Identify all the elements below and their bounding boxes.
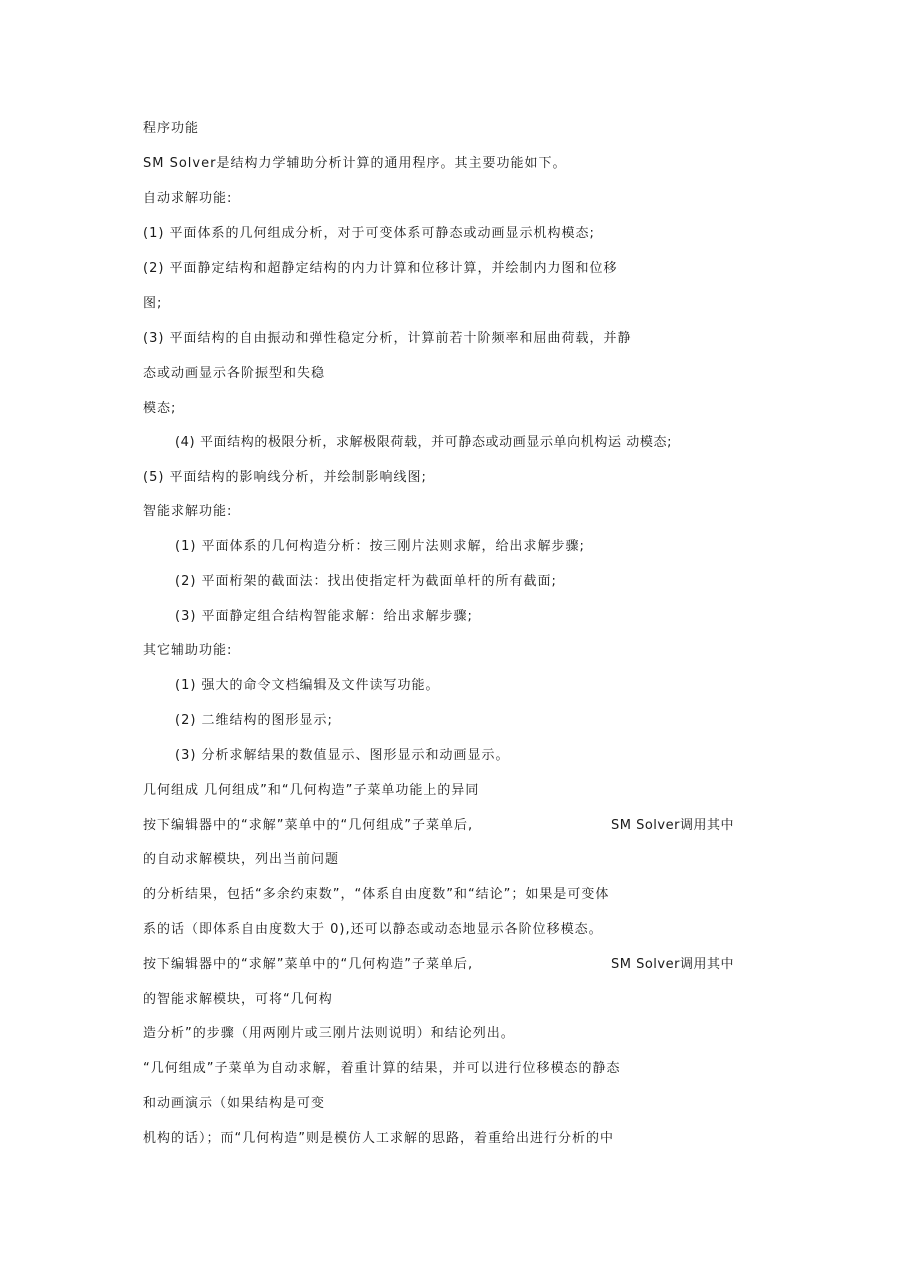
other-item-1: (1) 强大的命令文档编辑及文件读写功能。: [175, 678, 440, 693]
other-heading: 其它辅助功能:: [143, 643, 233, 658]
compare-p1-line-1-left: 按下编辑器中的“求解”菜单中的“几何组成”子菜单后,: [143, 818, 474, 833]
compare-p1-line-1-right: SM Solver调用其中: [611, 818, 734, 833]
auto-item-3-line-1: (3) 平面结构的自由振动和弹性稳定分析，计算前若十阶频率和屈曲荷载，并静: [143, 331, 632, 346]
compare-p2-line-1-right: SM Solver调用其中: [611, 957, 734, 972]
auto-item-5: (5) 平面结构的影响线分析，并绘制影响线图;: [143, 470, 427, 485]
smart-heading: 智能求解功能:: [143, 504, 233, 519]
smart-item-2: (2) 平面桁架的截面法：找出使指定杆为截面单杆的所有截面;: [175, 574, 557, 589]
auto-item-3-line-3: 模态;: [143, 401, 177, 416]
auto-item-4: (4) 平面结构的极限分析，求解极限荷载，并可静态或动画显示单向机构运 动模态;: [175, 435, 673, 450]
compare-heading: 几何组成 几何组成”和“几何构造”子菜单功能上的异同: [143, 783, 480, 798]
auto-item-3-line-2: 态或动画显示各阶振型和失稳: [143, 366, 326, 381]
auto-item-2-line-2: 图;: [143, 296, 163, 311]
compare-p2-line-3: 造分析”的步骤（用两刚片或三刚片法则说明）和结论列出。: [143, 1026, 515, 1041]
compare-p2-line-2: 的智能求解模块，可将“几何构: [143, 992, 333, 1007]
auto-item-1: (1) 平面体系的几何组成分析，对于可变体系可静态或动画显示机构模态;: [143, 226, 595, 241]
smart-item-3: (3) 平面静定组合结构智能求解：给出求解步骤;: [175, 609, 473, 624]
auto-item-2-line-1: (2) 平面静定结构和超静定结构的内力计算和位移计算，并绘制内力图和位移: [143, 261, 618, 276]
compare-p3-line-3: 机构的话）；而“几何构造”则是模仿人工求解的思路，着重给出进行分析的中: [143, 1131, 614, 1146]
auto-heading: 自动求解功能:: [143, 191, 233, 206]
doc-title: 程序功能: [143, 121, 200, 136]
compare-p3-line-2: 和动画演示（如果结构是可变: [143, 1096, 326, 1111]
compare-p3-line-1: “几何组成”子菜单为自动求解，着重计算的结果，并可以进行位移模态的静态: [143, 1061, 621, 1076]
smart-item-1: (1) 平面体系的几何构造分析：按三刚片法则求解，给出求解步骤;: [175, 539, 585, 554]
other-item-3: (3) 分析求解结果的数值显示、图形显示和动画显示。: [175, 748, 510, 763]
other-item-2: (2) 二维结构的图形显示;: [175, 713, 333, 728]
compare-p1-line-2: 的自动求解模块，列出当前问题: [143, 852, 340, 867]
compare-p2-line-1-left: 按下编辑器中的“求解”菜单中的“几何构造”子菜单后,: [143, 957, 474, 972]
compare-p1-line-4: 系的话（即体系自由度数大于 0),还可以静态或动态地显示各阶位移模态。: [143, 922, 603, 937]
compare-p1-line-3: 的分析结果，包括“多余约束数”，“体系自由度数”和“结论”；如果是可变体: [143, 887, 610, 902]
intro-paragraph: SM Solver是结构力学辅助分析计算的通用程序。其主要功能如下。: [143, 156, 567, 171]
